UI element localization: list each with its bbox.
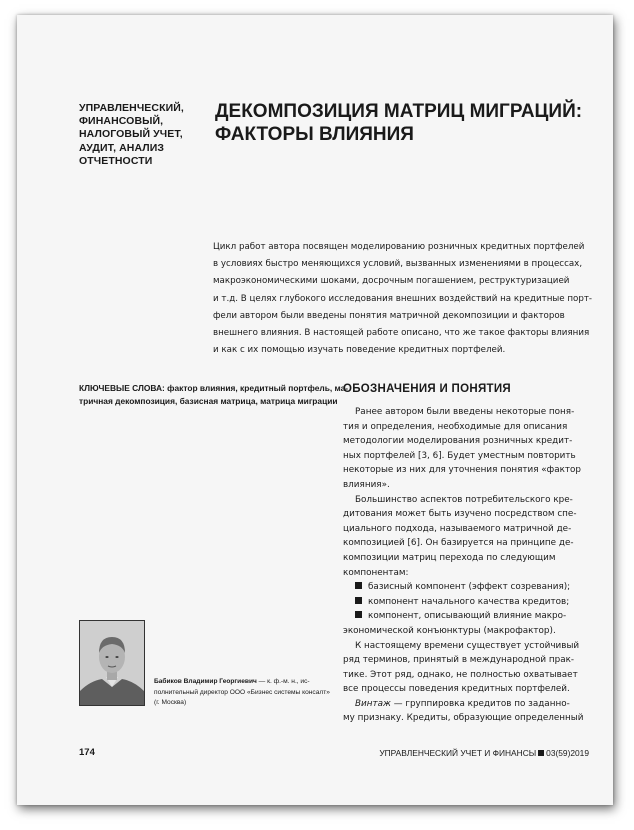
rubric-line: АУДИТ, АНАЛИЗ [79, 141, 165, 154]
body-line: тия и определения, необходимые для описания [343, 421, 568, 432]
body-line: К настоящему времени существует устойчивый [355, 640, 580, 651]
bullet-item [343, 580, 613, 595]
body-line: циального подхода, называемого матричной де- [343, 523, 572, 534]
body-text [343, 405, 613, 726]
abstract-line: фели автором были введены понятия матричной декомпозиции и факторов [213, 310, 565, 321]
rubric-line: УПРАВЛЕНЧЕСКИЙ, [79, 102, 184, 114]
abstract-line: макроэкономическими шоками, досрочным погашением, реструктуризацией [213, 276, 570, 287]
term-italic: Винтаж [355, 698, 391, 709]
body-line: композицией [6]. Он базируется на принципе де- [343, 538, 574, 549]
title-line: ДЕКОМПОЗИЦИЯ МАТРИЦ МИГРАЦИЙ: [215, 101, 583, 122]
bullet-item [343, 609, 613, 624]
abstract-line: и как с их помощью изучать поведение кредитных портфелей. [213, 345, 506, 356]
article-title [215, 101, 595, 146]
journal-issue: 03(59)2019 [546, 748, 589, 758]
bullet-item [343, 595, 613, 610]
author-degree: — к. ф.-м. н., ис- [256, 678, 310, 685]
body-line: Ранее автором были введены некоторые поня- [355, 407, 575, 417]
abstract-line: и т.д. В целях глубокого исследования внешних воздействий на кредитные порт- [213, 293, 593, 304]
rubric-label [79, 102, 204, 168]
square-bullet-icon [355, 597, 362, 604]
body-text-span: — группировка кредитов по заданно- [390, 698, 570, 709]
keywords-line: КЛЮЧЕВЫЕ СЛОВА: фактор влияния, кредитный портфель, ма- [79, 383, 349, 393]
bullet-text: базисный компонент (эффект созревания); [368, 582, 571, 593]
body-line: ных портфелей [3, 6]. Будет уместным повторить [343, 450, 576, 461]
section-heading: ОБОЗНАЧЕНИЯ И ПОНЯТИЯ [343, 383, 511, 395]
body-line: тике. Этот ряд, однако, не полностью охватывает [343, 669, 578, 680]
body-line: ряд терминов, принятый в международной прак- [343, 655, 575, 666]
journal-page [17, 15, 613, 805]
square-separator-icon [538, 750, 544, 756]
body-line: методологии моделирования розничных кредит- [343, 436, 573, 447]
bullet-text: компонент начального качества кредитов; [368, 596, 570, 607]
article-abstract [213, 239, 603, 359]
author-line [154, 677, 334, 688]
body-line: компонентам: [343, 567, 409, 578]
keywords [79, 382, 349, 407]
keywords-line: тричная декомпозиция, базисная матрица, матрица миграции [79, 395, 338, 406]
body-line: композиции матриц перехода по следующим [343, 552, 556, 563]
square-bullet-icon [355, 582, 362, 589]
abstract-line: внешнего влияния. В настоящей работе описано, что же такое факторы влияния [213, 328, 590, 339]
title-line: ФАКТОРЫ ВЛИЯНИЯ [215, 123, 414, 145]
rubric-line: ОТЧЕТНОСТИ [79, 154, 153, 167]
body-line [343, 697, 613, 712]
body-line: все процессы поведения кредитных портфелей. [343, 684, 570, 695]
body-line: дитования может быть изучено посредством спе- [343, 509, 577, 520]
rubric-line: НАЛОГОВЫЙ УЧЕТ, [79, 128, 183, 141]
body-line: Большинство аспектов потребительского кре- [355, 494, 573, 505]
author-name: Бабиков Владимир Георгиевич [154, 678, 257, 685]
author-info [154, 677, 334, 709]
abstract-line: Цикл работ автора посвящен моделированию розничных кредитных портфелей [213, 242, 585, 252]
body-line: му признаку. Кредиты, образующие определенный [343, 713, 584, 724]
rubric-line: ФИНАНСОВЫЙ, [79, 115, 164, 128]
body-line: экономической конъюнктуры (макрофактор). [343, 625, 556, 636]
journal-footer [379, 748, 589, 758]
abstract-line: в условиях быстро меняющихся условий, вызванных изменениями в процессах, [213, 259, 583, 270]
body-line: влияния». [343, 479, 390, 490]
author-position: полнительный директор ООО «Бизнес системы консалт» [154, 688, 330, 696]
body-line: некоторые из них для уточнения понятия «фактор [343, 465, 581, 476]
author-photo [79, 620, 145, 706]
page-number: 174 [79, 747, 95, 758]
author-portrait-icon [80, 621, 144, 705]
bullet-text: компонент, описывающий влияние макро- [368, 611, 567, 622]
author-city: (г. Москва) [154, 699, 187, 706]
journal-name: УПРАВЛЕНЧЕСКИЙ УЧЕТ И ФИНАНСЫ [379, 748, 537, 758]
square-bullet-icon [355, 611, 362, 618]
